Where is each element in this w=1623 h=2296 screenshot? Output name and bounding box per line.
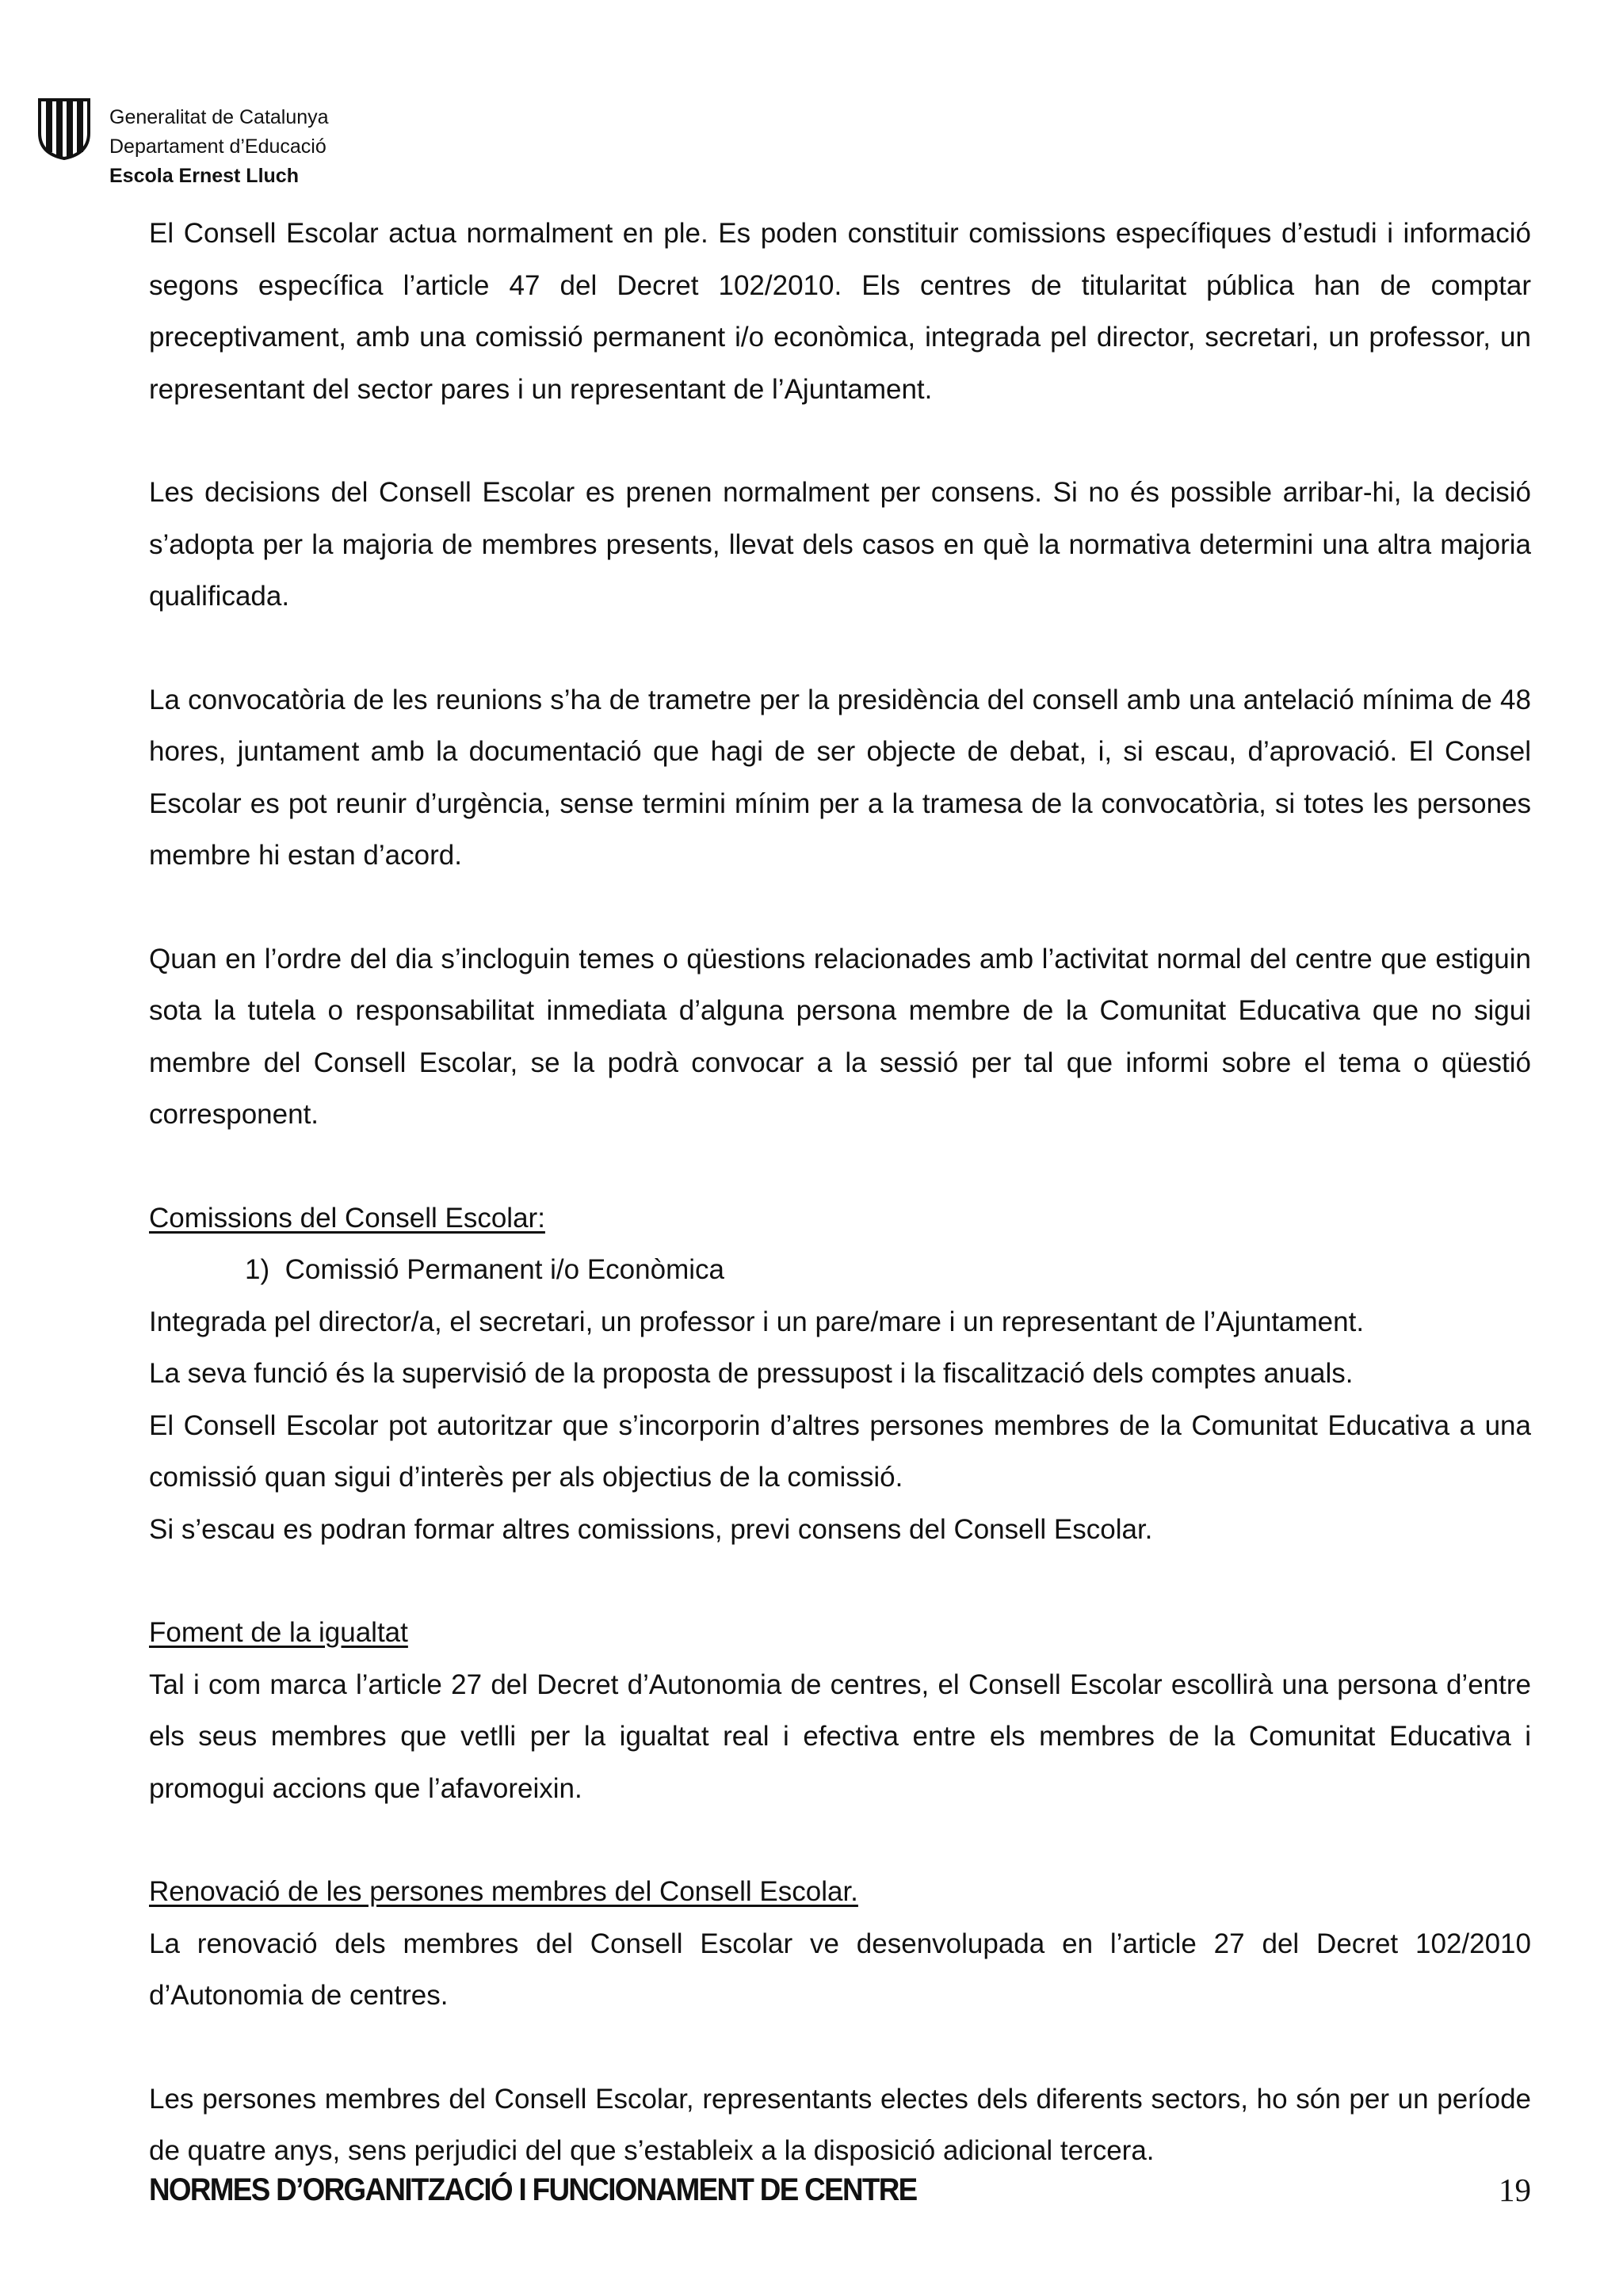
section-comissions (149, 1192, 1531, 1556)
list-item-label: Comissió Permanent i/o Econòmica (285, 1254, 724, 1285)
comissio-incorporacio: El Consell Escolar pot autoritzar que s’incorporin d’altres persones membres de la Comunitat Educativa a una comissió quan sigui d’interès per als objectius de la comissió. (149, 1409, 1531, 1493)
section-igualtat (149, 1607, 1531, 1814)
section-renovacio (149, 1866, 1531, 2177)
paragraph-renovacio: La renovació dels membres del Consell Escolar ve desenvolupada en l’article 27 del Decret 102/2010 d’Autonomia de centres. (149, 1928, 1531, 2011)
section-heading-comissions: Comissions del Consell Escolar: (149, 1202, 545, 1234)
comissio-altres: Si s’escau es podran formar altres comissions, previ consens del Consell Escolar. (149, 1513, 1153, 1545)
paragraph-convocatoria: La convocatòria de les reunions s’ha de trametre per la presidència del consell amb una antelació mínima de 48 hores, juntament amb la documentació que hagi de ser objecte de debat, i, si escau, d’aprovació. El Consel Escolar es pot reunir d’urgència, sense termini mínim per a la tramesa de la convocatòria, si totes les persones membre hi estan d’acord. (149, 684, 1531, 871)
paragraph-decisions: Les decisions del Consell Escolar es prenen normalment per consens. Si no és possible arribar-hi, la decisió s’adopta per la majoria de membres presents, llevat dels casos en què la normativa determini una altra majoria qualificada. (149, 477, 1531, 612)
section-heading-renovacio: Renovació de les persones membres del Consell Escolar. (149, 1876, 858, 1907)
header-institution: Generalitat de Catalunya (109, 106, 329, 128)
page-number: 19 (1499, 2172, 1531, 2208)
footer-title: NORMES D’ORGANITZACIÓ I FUNCIONAMENT DE CENTRE (149, 2172, 917, 2207)
paragraph-mandat: Les persones membres del Consell Escolar, representants electes dels diferents sectors, ho són per un període de quatre anys, sens perjudici del que s’estableix a la disposició adicional tercera. (149, 2083, 1531, 2166)
header-department: Departament d’Educació (109, 135, 327, 158)
paragraph-consell-ple: El Consell Escolar actua normalment en ple. Es poden constituir comissions específiques d’estudi i informació segons específica l’article 47 del Decret 102/2010. Els centres de titularitat pública han de comptar preceptivament, amb una comissió permanent i/o econòmica, integrada pel director, secretari, un professor, un representant del sector pares i un representant de l’Ajuntament. (149, 218, 1531, 405)
comissio-funcio: La seva funció és la supervisió de la proposta de pressupost i la fiscalització dels comptes anuals. (149, 1358, 1354, 1389)
document-footer (149, 2169, 1531, 2210)
generalitat-logo-icon (36, 95, 92, 160)
header-text (109, 103, 585, 191)
list-item-comissio-permanent (149, 1244, 1531, 1296)
document-body (149, 208, 1531, 2177)
section-heading-igualtat: Foment de la igualtat (149, 1617, 408, 1648)
list-item-number: 1) (245, 1254, 270, 1285)
comissio-composicio: Integrada pel director/a, el secretari, un professor i un pare/mare i un representant de l’Ajuntament. (149, 1306, 1365, 1337)
paragraph-igualtat: Tal i com marca l’article 27 del Decret d’Autonomia de centres, el Consell Escolar escollirà una persona d’entre els seus membres que vetlli per la igualtat real i efectiva entre els membres de la Comunitat Educativa i promogui accions que l’afavoreixin. (149, 1669, 1531, 1804)
paragraph-ordre-del-dia: Quan en l’ordre del dia s’incloguin temes o qüestions relacionades amb l’activitat normal del centre que estiguin sota la tutela o responsabilitat inmediata d’alguna persona membre de la Comunitat Educativa que no sigui membre del Consell Escolar, se la podrà convocar a la sessió per tal que informi sobre el tema o qüestió corresponent. (149, 943, 1531, 1130)
header-school: Escola Ernest Lluch (109, 165, 299, 187)
